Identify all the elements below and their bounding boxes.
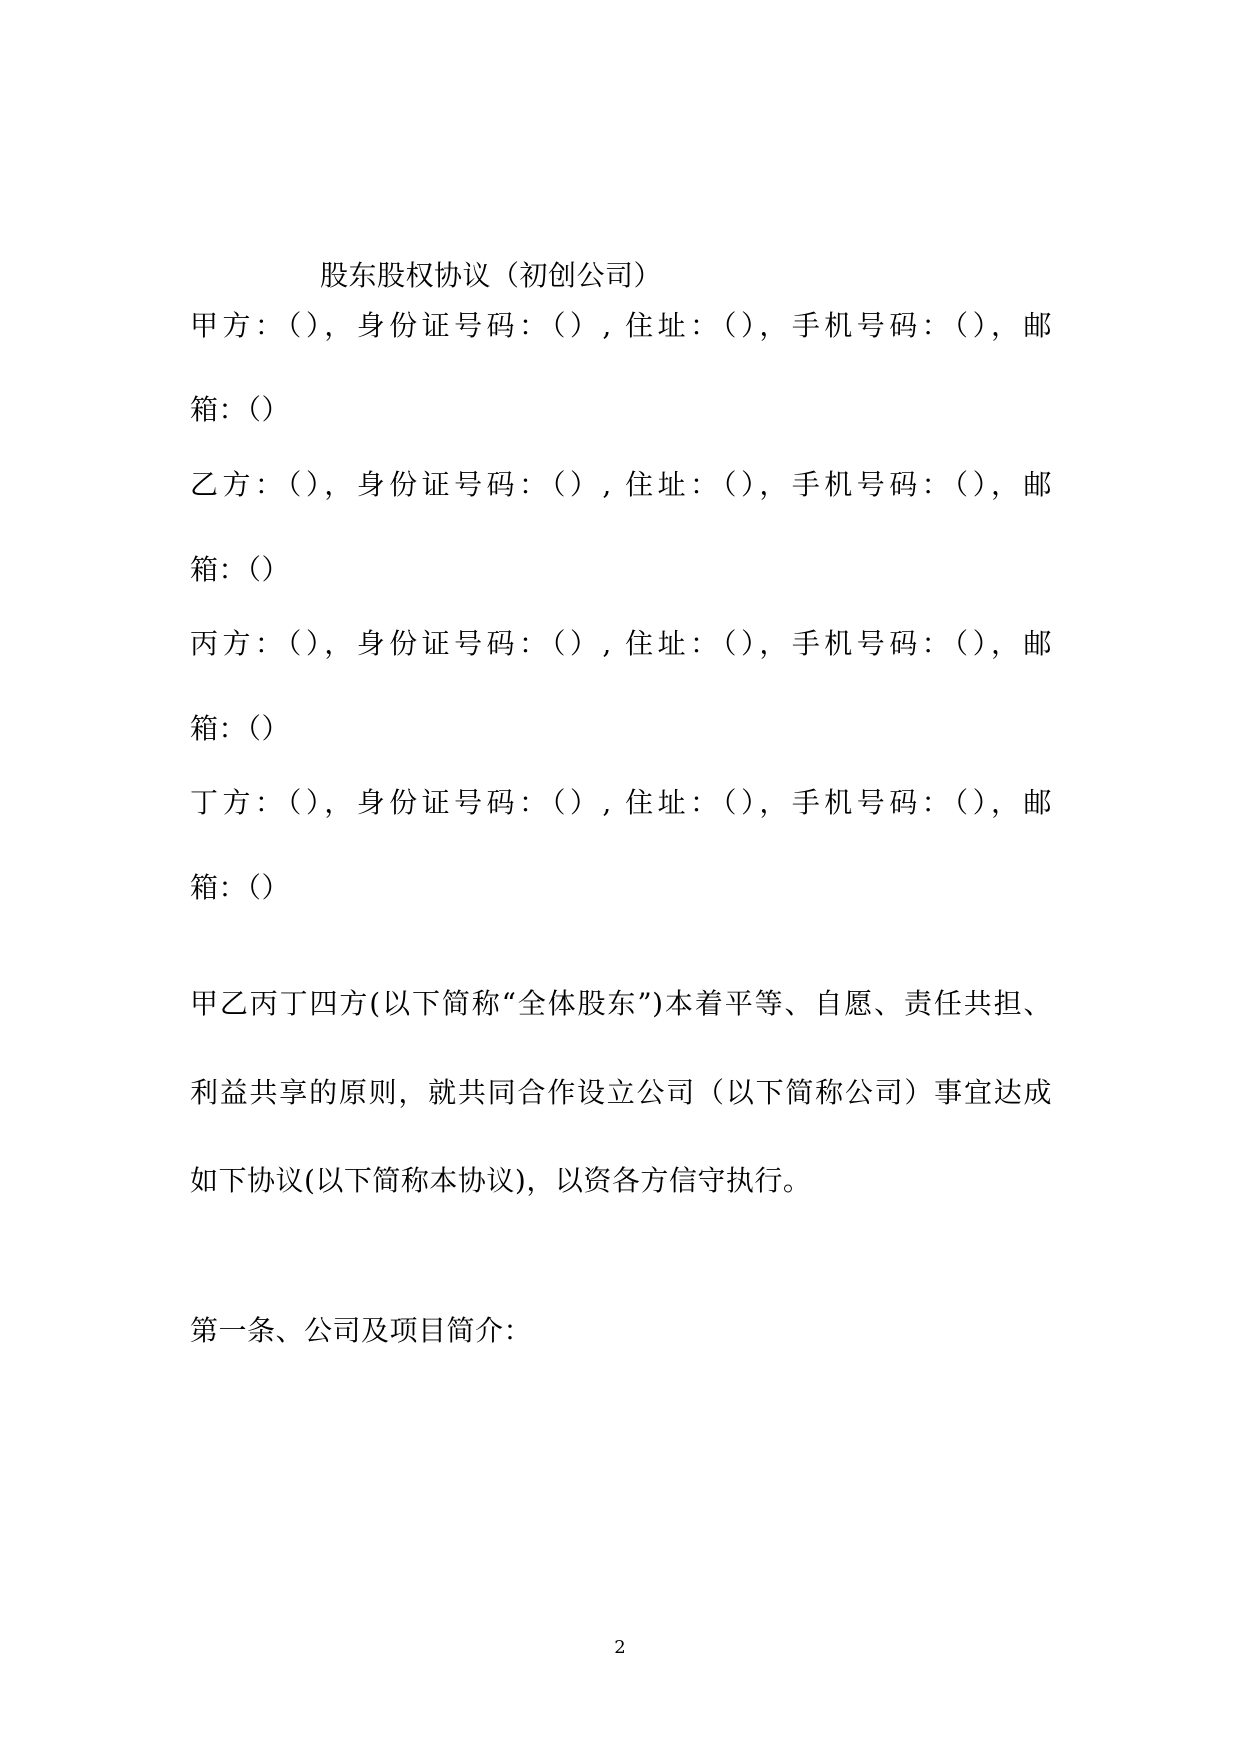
party-d-line-1: 丁方：（），身份证号码：（）, 住址：（），手机号码：（），邮 <box>190 786 1052 819</box>
document-title: 股东股权协议（初创公司） <box>320 259 663 292</box>
party-b-line-2: 箱：（） <box>190 553 291 586</box>
party-a-line-1: 甲方：（），身份证号码：（）, 住址：（），手机号码：（），邮 <box>190 309 1052 342</box>
page-number: 2 <box>614 1637 626 1658</box>
party-c-line-1: 丙方：（），身份证号码：（）, 住址：（），手机号码：（），邮 <box>190 627 1052 660</box>
party-c-line-2: 箱：（） <box>190 712 291 745</box>
preamble-line-3: 如下协议(以下简称本协议)，以资各方信守执行。 <box>190 1164 812 1197</box>
preamble-line-1: 甲乙丙丁四方(以下简称“全体股东”)本着平等、自愿、责任共担、 <box>190 987 1052 1020</box>
party-d-line-2: 箱：（） <box>190 871 291 904</box>
preamble-line-2: 利益共享的原则，就共同合作设立公司（以下简称公司）事宜达成 <box>190 1076 1052 1109</box>
party-a-line-2: 箱：（） <box>190 393 291 426</box>
article-1-heading: 第一条、公司及项目简介： <box>190 1314 533 1347</box>
party-b-line-1: 乙方：（），身份证号码：（）, 住址：（），手机号码：（），邮 <box>190 468 1052 501</box>
